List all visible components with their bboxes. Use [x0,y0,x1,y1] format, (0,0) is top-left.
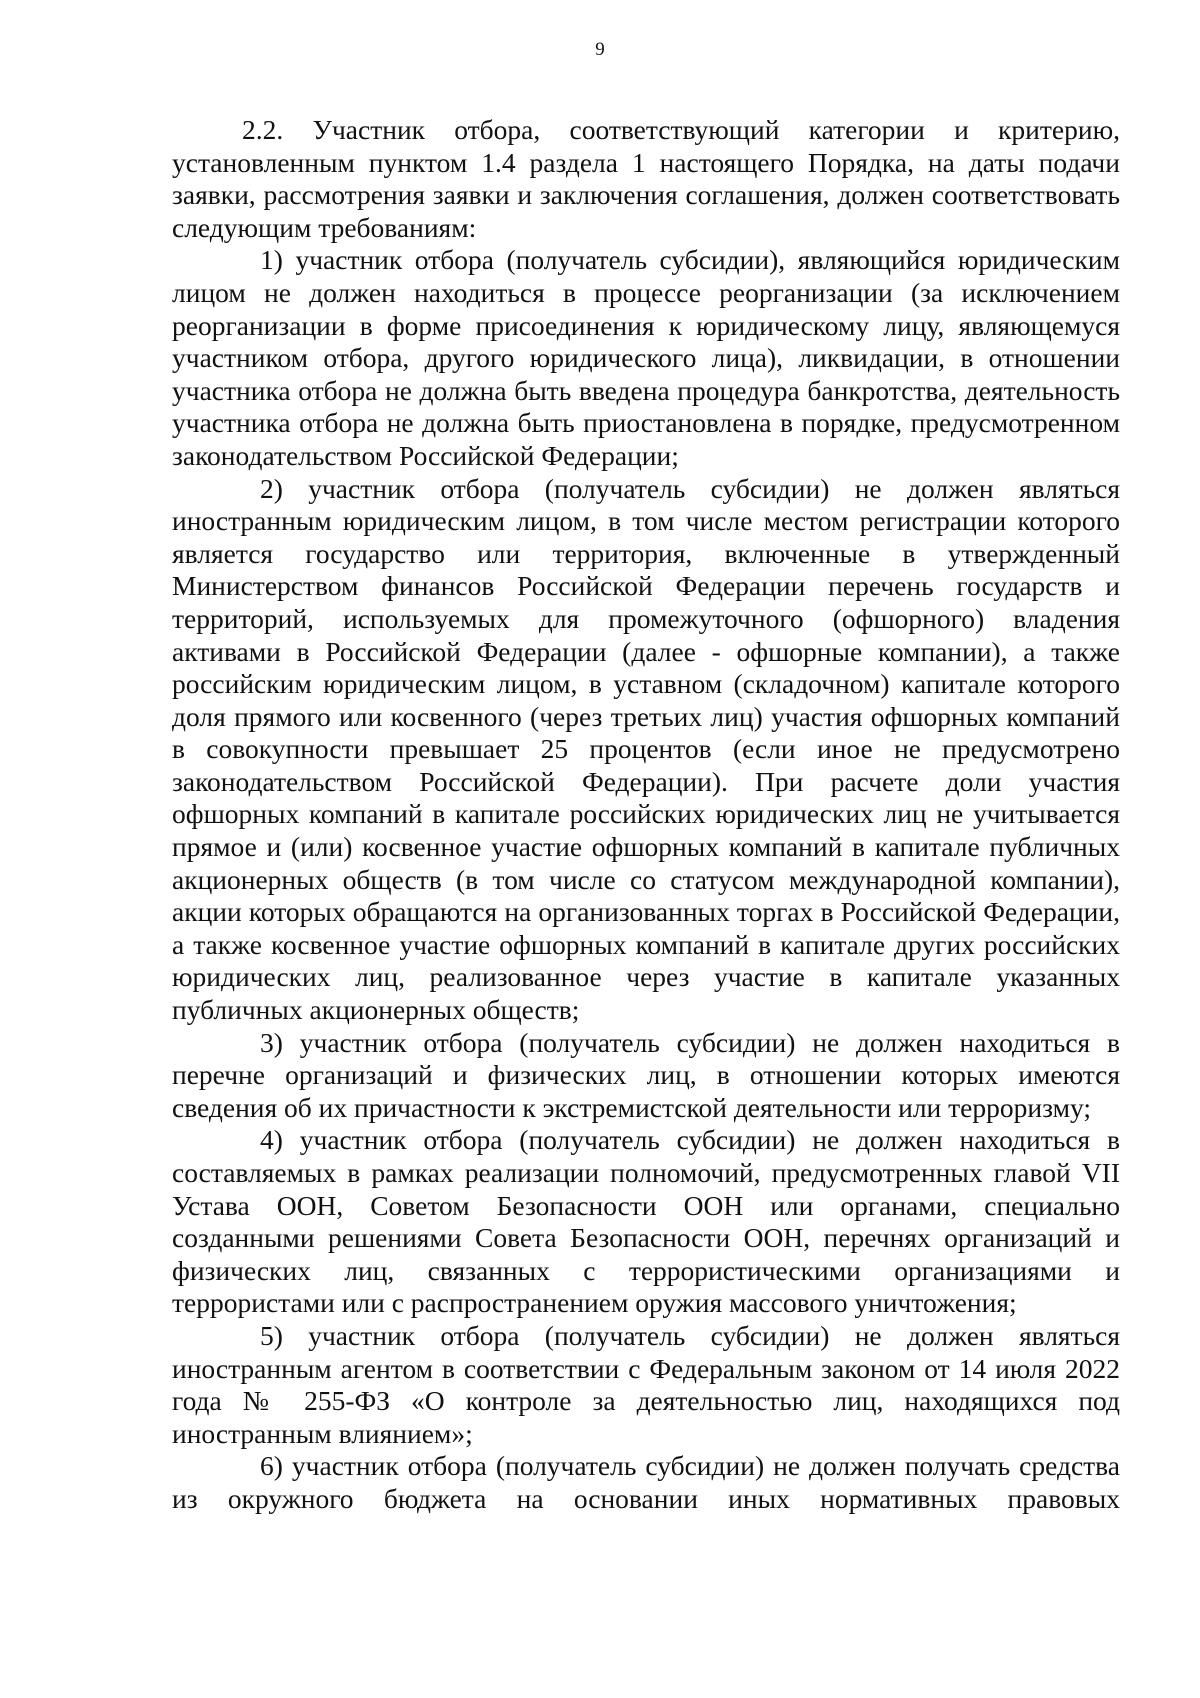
requirement-item-6: 6) участник отбора (получатель субсидии) не должен получать средства из окружного бюджета на основании иных нормативных правовых [172,1450,1120,1514]
document-body [172,114,1120,1516]
paragraph-2-2: 2.2. Участник отбора, соответствующий категории и критерию, установленным пунктом 1.4 раздела 1 настоящего Порядка, на даты подачи заявки, рассмотрения заявки и заключения соглашения, должен соответствовать следующим требованиям: [172,114,1120,243]
requirement-item-2: 2) участник отбора (получатель субсидии) не должен являться иностранным юридическим лицом, в том числе местом регистрации которого является государство или территория, включенные в утвержденный Министерством финансов Российской Федерации перечень государств и территорий, используемых для промежуточного (офшорного) владения активами в Российской Федерации (далее - офшорные компании), а также российским юридическим лицом, в уставном (складочном) капитале которого доля прямого или косвенного (через третьих лиц) участия офшорных компаний в совокупности превышает 25 процентов (если иное не предусмотрено законодательством Российской Федерации). При расчете доли участия офшорных компаний в капитале российских юридических лиц не учитывается прямое и (или) косвенное участие офшорных компаний в капитале публичных акционерных обществ (в том числе со статусом международной компании), акции которых обращаются на организованных торгах в Российской Федерации, а также косвенное участие офшорных компаний в капитале других российских юридических лиц, реализованное через участие в капитале указанных публичных акционерных обществ; [172,472,1120,1026]
requirement-item-5: 5) участник отбора (получатель субсидии) не должен являться иностранным агентом в соответствии с Федеральным законом от 14 июля 2022 года № 255-ФЗ «О контроле за деятельностью лиц, находящихся под иностранным влиянием»; [172,1319,1120,1449]
requirement-item-3: 3) участник отбора (получатель субсидии) не должен находиться в перечне организаций и физических лиц, в отношении которых имеются сведения об их причастности к экстремистской деятельности или терроризму; [172,1026,1120,1123]
requirement-item-4: 4) участник отбора (получатель субсидии) не должен находиться в составляемых в рамках реализации полномочий, предусмотренных главой VII Устава ООН, Советом Безопасности ООН или органами, специально созданными решениями Совета Безопасности ООН, перечнях организаций и физических лиц, связанных с террористическими организациями и террористами или с распространением оружия массового уничтожения; [172,1124,1120,1319]
page-number: 9 [595,39,605,60]
requirement-item-1: 1) участник отбора (получатель субсидии), являющийся юридическим лицом не должен находиться в процессе реорганизации (за исключением реорганизации в форме присоединения к юридическому лицу, являющемуся участником отбора, другого юридического лица), ликвидации, в отношении участника отбора не должна быть введена процедура банкротства, деятельность участника отбора не должна быть приостановлена в порядке, предусмотренном законодательством Российской Федерации; [172,244,1120,471]
